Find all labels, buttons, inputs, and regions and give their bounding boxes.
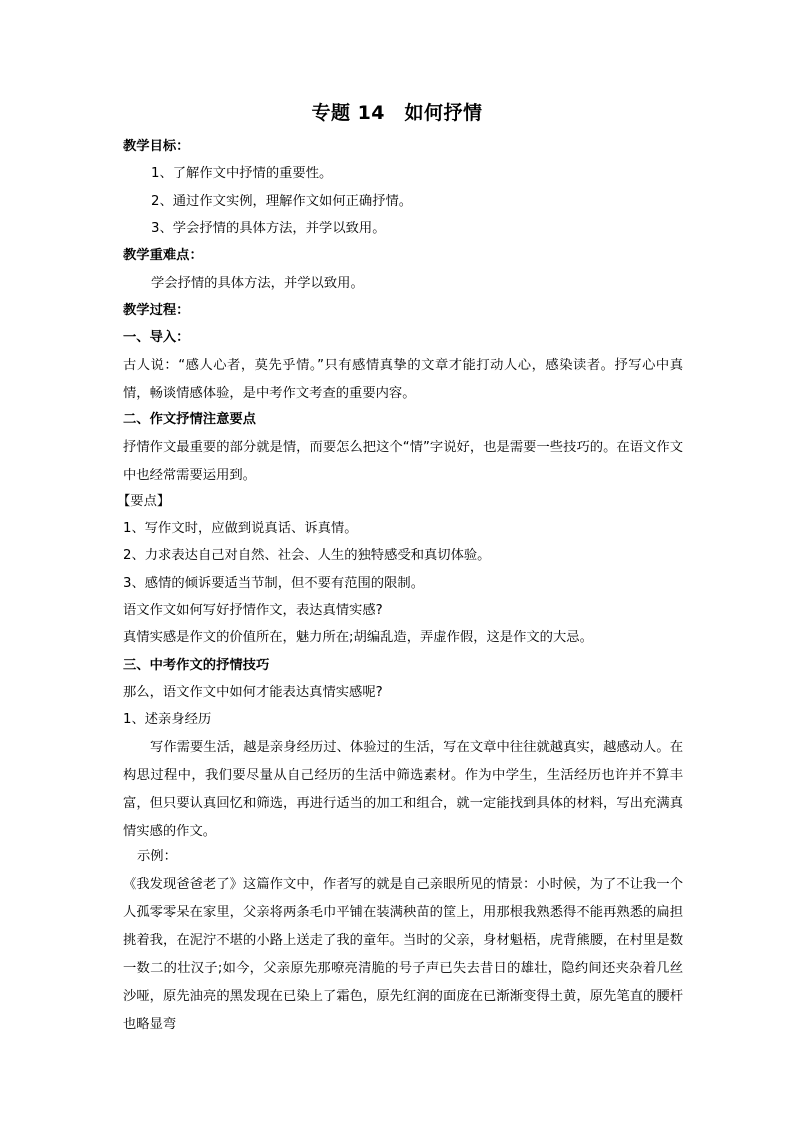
tip1-paragraph: 写作需要生活，越是亲身经历过、体验过的生活，写在文章中往往就越真实，越感动人。在构思过程中，我们要尽量从自己经历的生活中筛选素材。作为中学生，生活经历也许并不算丰富，但只要认真回忆和筛选，再进行适当的加工和组合，就一定能找到具体的材料，写出充满真情实感的作文。: [123, 740, 683, 839]
goals-heading: 教学目标：: [123, 139, 190, 154]
intro-heading: 一、导入：: [123, 330, 190, 345]
tip1-heading: 1、述亲身经历: [123, 712, 212, 727]
process-heading: 教学过程：: [123, 303, 190, 318]
points-label: 【要点】: [117, 494, 171, 509]
question-line: 语文作文如何写好抒情作文，表达真情实感?: [123, 603, 383, 618]
goal-item: 1、了解作文中抒情的重要性。: [151, 166, 333, 181]
section2-heading: 二、作文抒情注意要点: [123, 412, 256, 427]
answer-line: 真情实感是作文的价值所在，魅力所在;胡编乱造，弄虚作假，这是作文的大忌。: [123, 630, 593, 645]
point-item: 1、写作文时，应做到说真话、诉真情。: [123, 521, 358, 536]
page-title: 专题 14 如何抒情: [311, 102, 483, 124]
goal-item: 3、学会抒情的具体方法，并学以致用。: [151, 221, 386, 236]
key-points-heading: 教学重难点：: [123, 248, 203, 263]
example-label: 示例：: [137, 849, 177, 864]
section3-heading: 三、中考作文的抒情技巧: [123, 658, 270, 673]
goal-item: 2、通过作文实例，理解作文如何正确抒情。: [151, 194, 413, 209]
point-item: 3、感情的倾诉要适当节制，但不要有范围的限制。: [123, 576, 424, 591]
section3-question: 那么，语文作文中如何才能表达真情实感呢?: [123, 685, 383, 700]
intro-paragraph: 古人说：“感人心者，莫先乎情。”只有感情真挚的文章才能打动人心，感染读者。抒写心中真情，畅谈情感体验，是中考作文考查的重要内容。: [123, 358, 683, 401]
key-points-text: 学会抒情的具体方法，并学以致用。: [151, 276, 364, 291]
section2-paragraph: 抒情作文最重要的部分就是情，而要怎么把这个“情”字说好，也是需要一些技巧的。在语文作文中也经常需要运用到。: [123, 440, 683, 483]
example-paragraph: 《我发现爸爸老了》这篇作文中，作者写的就是自己亲眼所见的情景：小时候，为了不让我一个人孤零零呆在家里，父亲将两条毛巾平铺在装满秧苗的筐上，用那根我熟悉得不能再熟悉的扁担挑着我，在泥泞不堪的小路上送走了我的童年。当时的父亲，身材魁梧，虎背熊腰，在村里是数一数二的壮汉子;如今，父亲原先那嘹亮清脆的号子声已失去昔日的雄壮，隐约间还夹杂着几丝沙哑，原先油亮的黑发现在已染上了霜色，原先红润的面庞在已渐渐变得土黄，原先笔直的腰杆也略显弯: [123, 877, 683, 1032]
point-item: 2、力求表达自己对自然、社会、人生的独特感受和真切体验。: [123, 548, 491, 563]
